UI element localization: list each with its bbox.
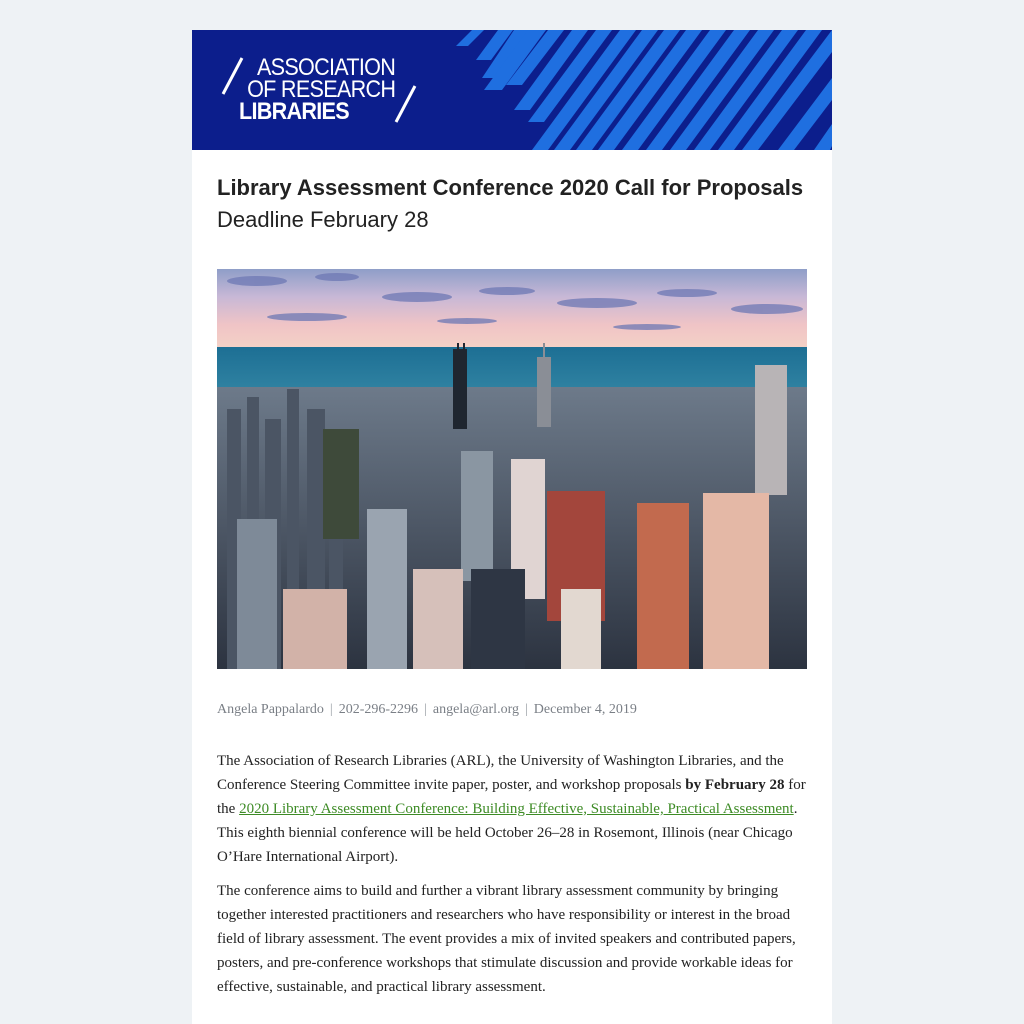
logo-line-1: ASSOCIATION bbox=[257, 54, 396, 81]
author-phone[interactable]: 202-296-2296 bbox=[338, 702, 419, 717]
conference-link[interactable]: 2020 Library Assessment Conference: Building Effective, Sustainable, Practical Assessment bbox=[239, 801, 794, 817]
intro-text-2: for the bbox=[217, 777, 806, 817]
author-email[interactable]: angela@arl.org bbox=[432, 702, 519, 717]
meta-separator: | bbox=[424, 702, 427, 717]
intro-text-3: . This eighth biennial conference will be held October 26–28 in Rosemont, Illinois (near Chicago O’Hare International Airport). bbox=[217, 801, 798, 865]
arl-logo[interactable] bbox=[220, 54, 420, 128]
email-container bbox=[192, 30, 832, 1024]
article-title: Library Assessment Conference 2020 Call for Proposals bbox=[217, 175, 804, 200]
intro-text-1: The Association of Research Libraries (ARL), the University of Washington Libraries, and the Conference Steering Committee invite paper, poster, and workshop proposals bbox=[217, 753, 784, 793]
header-banner bbox=[192, 30, 832, 150]
article-meta bbox=[217, 701, 807, 719]
aims-paragraph: The conference aims to build and further a vibrant library assessment community by bringing together interested practitioners and researchers who have responsibility or interest in the broad field of library assessment. The event provides a mix of invited speakers and contributed papers, posters, and pre-conference workshops that stimulate discussion and provide workable ideas for effective, sustainable, and practical library assessment. bbox=[217, 883, 796, 995]
intro-paragraph bbox=[217, 749, 807, 869]
meta-separator: | bbox=[329, 702, 333, 717]
logo-text bbox=[239, 54, 396, 125]
meta-separator: | bbox=[524, 702, 528, 717]
author-name: Angela Pappalardo bbox=[217, 702, 324, 717]
deadline-emphasis: by February 28 bbox=[685, 777, 785, 793]
logo-line-3: LIBRARIES bbox=[239, 98, 349, 125]
article-subtitle: Deadline February 28 bbox=[217, 207, 429, 232]
chicago-skyline-photo bbox=[217, 269, 807, 669]
publish-date: December 4, 2019 bbox=[533, 702, 637, 717]
article-content bbox=[192, 174, 832, 999]
logo-line-2: OF RESEARCH bbox=[247, 76, 396, 103]
